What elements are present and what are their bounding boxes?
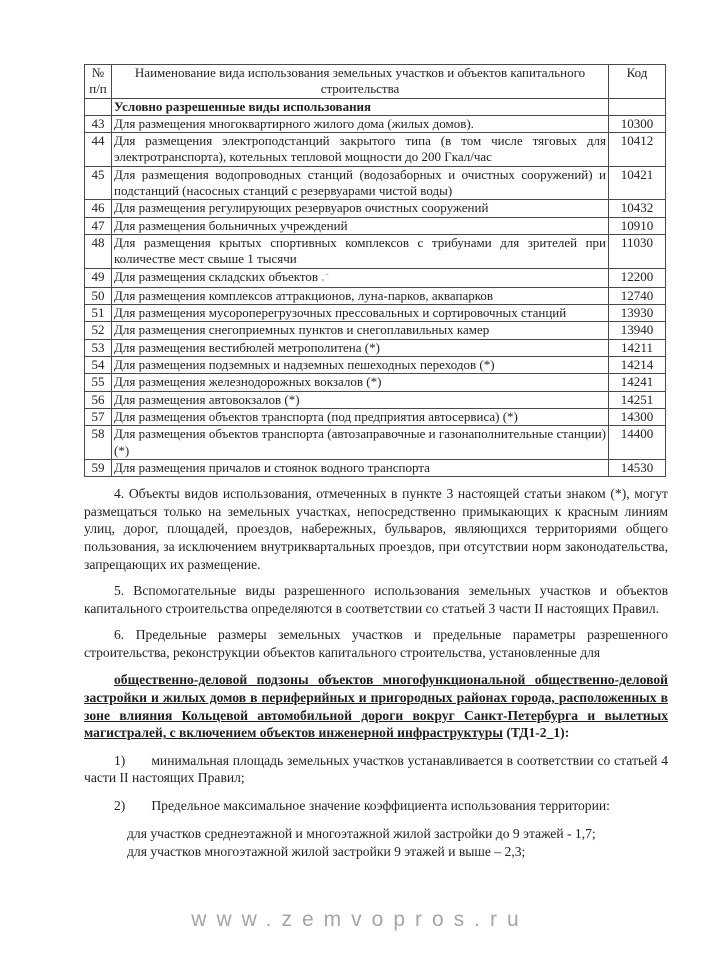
- row-number-cell: 47: [85, 217, 112, 234]
- row-code-cell: 11030: [609, 234, 666, 268]
- row-code-cell: 13930: [609, 305, 666, 322]
- row-number-cell: 53: [85, 339, 112, 356]
- row-code-cell: 12740: [609, 287, 666, 304]
- row-number-cell: 55: [85, 374, 112, 391]
- row-code-cell: 14400: [609, 426, 666, 460]
- sub-item-1: для участков среднеэтажной и многоэтажной жилой застройки до 9 этажей - 1,7;: [127, 825, 596, 841]
- table-row: [85, 234, 666, 268]
- item-text: минимальная площадь земельных участков устанавливается в соответствии со статьей 4 части II настоящих Правил;: [84, 752, 668, 786]
- row-code-cell: 12200: [609, 268, 666, 287]
- row-name-cell: Для размещения подземных и надземных пешеходных переходов (*): [112, 357, 609, 374]
- row-name-cell: Для размещения вестибюлей метрополитена (*): [112, 339, 609, 356]
- table-row: [85, 200, 666, 217]
- row-code-cell: 13940: [609, 322, 666, 339]
- table-header-row: [85, 65, 666, 99]
- table-row: [85, 305, 666, 322]
- row-code-cell: 14530: [609, 459, 666, 476]
- column-header-number: № п/п: [85, 65, 112, 99]
- row-code-cell: 14251: [609, 391, 666, 408]
- table-row: [85, 374, 666, 391]
- paragraph-5: 5. Вспомогательные виды разрешенного использования земельных участков и объектов капитального строительства определяются в соответствии со статьей 3 части II настоящих Правил.: [84, 583, 668, 616]
- row-code-cell: 14211: [609, 339, 666, 356]
- table-row: [85, 408, 666, 425]
- row-name-cell: Для размещения объектов транспорта (под предприятия автосервиса) (*): [112, 408, 609, 425]
- row-number-cell: 43: [85, 115, 112, 132]
- row-code-cell: [609, 98, 666, 115]
- column-header-code: Код: [609, 65, 666, 99]
- row-number-cell: 48: [85, 234, 112, 268]
- row-name-cell: Для размещения мусороперегрузочных прессовальных и сортировочных станций: [112, 305, 609, 322]
- table-row: [85, 287, 666, 304]
- table-row: [85, 426, 666, 460]
- row-number-cell: 54: [85, 357, 112, 374]
- table-section-row: [85, 98, 666, 115]
- row-name-cell: Для размещения многоквартирного жилого дома (жилых домов).: [112, 115, 609, 132]
- list-item-1: [84, 752, 668, 787]
- row-name-cell: Для размещения объектов транспорта (автозаправочные и газонаполнительные станции) (*): [112, 426, 609, 460]
- table-row: [85, 459, 666, 476]
- sub-items-block: [127, 825, 668, 861]
- row-name-cell: Для размещения больничных учреждений: [112, 217, 609, 234]
- scan-artifact-mark: ᵥ˜: [321, 272, 330, 284]
- item-text: Предельное максимальное значение коэффициента использования территории:: [151, 798, 610, 814]
- row-number-cell: 59: [85, 459, 112, 476]
- row-name-cell: Для размещения железнодорожных вокзалов (*): [112, 374, 609, 391]
- row-name-cell: Для размещения автовокзалов (*): [112, 391, 609, 408]
- list-item-2: [84, 797, 668, 815]
- table-row: [85, 357, 666, 374]
- table-row: [85, 115, 666, 132]
- row-code-cell: 14214: [609, 357, 666, 374]
- paragraph-6: 6. Предельные размеры земельных участков и предельные параметры разрешенного строительства, реконструкции объектов капитального строительства, установленные для: [84, 627, 668, 660]
- paragraph-4: 4. Объекты видов использования, отмеченных в пункте 3 настоящей статьи знаком (*), могут размещаться только на земельных участках, непосредственно примыкающих к красным линиям улиц, дорог, площадей, проездов, набережных, бульваров, являющихся территориями общего пользования, за исключением внутриквартальных проездов, при отсутствии норм законодательства, запрещающих их размещение.: [84, 486, 668, 572]
- row-number-cell: 46: [85, 200, 112, 217]
- zone-code-suffix: (ТД1-2_1):: [502, 725, 570, 741]
- row-number-cell: 44: [85, 133, 112, 167]
- table-row: [85, 322, 666, 339]
- row-name-cell: [112, 268, 609, 287]
- row-name-cell: Для размещения причалов и стоянок водного транспорта: [112, 459, 609, 476]
- land-use-codes-table: [84, 64, 666, 477]
- table-row: [85, 217, 666, 234]
- row-number-cell: [85, 98, 112, 115]
- row-name-cell: Для размещения водопроводных станций (водозаборных и очистных сооружений) и подстанций (насосных станций с резервуарами чистой воды): [112, 166, 609, 200]
- row-number-cell: 58: [85, 426, 112, 460]
- table-row: [85, 339, 666, 356]
- row-name-cell: Для размещения снегоприемных пунктов и снегоплавильных камер: [112, 322, 609, 339]
- table-row: [85, 391, 666, 408]
- document-content: [84, 64, 668, 861]
- sub-item-2: для участков многоэтажной жилой застройки 9 этажей и выше – 2,3;: [127, 843, 526, 859]
- item-number: 1): [114, 752, 126, 768]
- row-number-cell: 57: [85, 408, 112, 425]
- row-number-cell: 49: [85, 268, 112, 287]
- row-name-cell: Для размещения комплексов аттракционов, луна-парков, аквапарков: [112, 287, 609, 304]
- row-code-cell: 10412: [609, 133, 666, 167]
- row-number-cell: 50: [85, 287, 112, 304]
- table-row: [85, 133, 666, 167]
- row-code-cell: 14241: [609, 374, 666, 391]
- row-code-cell: 10300: [609, 115, 666, 132]
- row-name-text: Для размещения складских объектов: [114, 268, 319, 284]
- column-header-name: Наименование вида использования земельных участков и объектов капитального строительства: [112, 65, 609, 99]
- site-watermark: www.zemvopros.ru: [191, 908, 529, 931]
- table-row: [85, 268, 666, 287]
- row-name-cell: Для размещения регулирующих резервуаров очистных сооружений: [112, 200, 609, 217]
- row-number-cell: 45: [85, 166, 112, 200]
- row-number-cell: 51: [85, 305, 112, 322]
- table-row: [85, 166, 666, 200]
- row-code-cell: 14300: [609, 408, 666, 425]
- row-code-cell: 10432: [609, 200, 666, 217]
- section-title-cell: Условно разрешенные виды использования: [112, 98, 609, 115]
- zone-underlined-text: общественно-деловой подзоны объектов многофункциональной общественно-деловой застройки и жилых домов в периферийных и пригородных районах города, расположенных в зоне влияния Кольцевой автомобильной дороги вокруг Санкт-Петербурга и вылетных магистралей, с включением объектов инженерной инфраструктуры: [84, 672, 668, 741]
- row-name-cell: Для размещения крытых спортивных комплексов с трибунами для зрителей при количестве мест свыше 1 тысячи: [112, 234, 609, 268]
- row-code-cell: 10421: [609, 166, 666, 200]
- row-name-cell: Для размещения электроподстанций закрытого типа (в том числе тяговых для электротранспорта), котельных тепловой мощности до 200 Гкал/час: [112, 133, 609, 167]
- row-code-cell: 10910: [609, 217, 666, 234]
- zone-designation-paragraph: [84, 671, 668, 741]
- row-number-cell: 52: [85, 322, 112, 339]
- item-number: 2): [114, 798, 126, 814]
- row-number-cell: 56: [85, 391, 112, 408]
